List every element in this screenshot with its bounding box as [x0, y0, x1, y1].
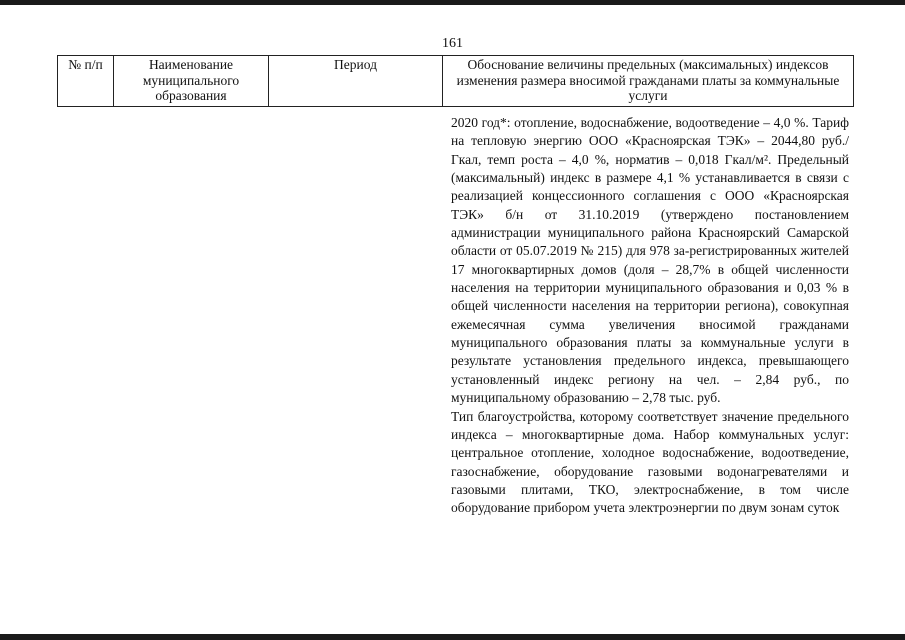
header-row — [58, 56, 854, 107]
header-cell-municipality: Наименование муниципального образования — [114, 56, 269, 107]
justification-text — [451, 114, 849, 518]
header-table — [57, 55, 854, 107]
header-cell-number: № п/п — [58, 56, 114, 107]
page-number: 161 — [442, 36, 463, 51]
justification-paragraph-2: Тип благоустройства, которому соответствует значение предельного индекса – многоквартирные дома. Набор коммунальных услуг: центральное отопление, холодное водоснабжение, водоотведение, газоснабжение, оборудование газовыми водонагревателями и газовыми плитами, ТКО, электроснабжение, в том числе оборудование прибором учета электроэнергии по двум зонам суток — [451, 408, 849, 516]
header-cell-justification: Обоснование величины предельных (максимальных) индексов изменения размера вносимой гражданами платы за коммунальные услуги — [443, 56, 854, 107]
justification-paragraph-1: 2020 год*: отопление, водоснабжение, водоотведение – 4,0 %. Тариф на тепловую энергию ООО «Красноярская ТЭК» – 2044,80 руб./Гкал, темп роста – 4,0 %, норматив – 0,018 Гкал/м². Предельный (максимальный) индекс в размере 4,1 % устанавливается в связи с реализацией концессионного соглашения с ООО «Красноярская ТЭК» б/н от 31.10.2019 (утверждено постановлением администрации муниципального района Красноярский Самарской области от 05.07.2019 № 215) для 978 за-регистрированных жителей 17 многоквартирных домов (доля – 28,7% в общей численности населения на территории муниципального образования и 0,03 % в общей численности населения на территории региона), совокупная ежемесячная сумма увеличения вносимой гражданами муниципального образования платы за коммунальные услуги в результате установления предельного индекса, превышающего установленный индекс региону на чел. – 2,84 руб., по муниципальному образованию – 2,78 тыс. руб. — [451, 115, 849, 406]
bottom-border-line — [0, 634, 905, 640]
top-border-line — [0, 0, 905, 5]
header-cell-period: Период — [269, 56, 443, 107]
